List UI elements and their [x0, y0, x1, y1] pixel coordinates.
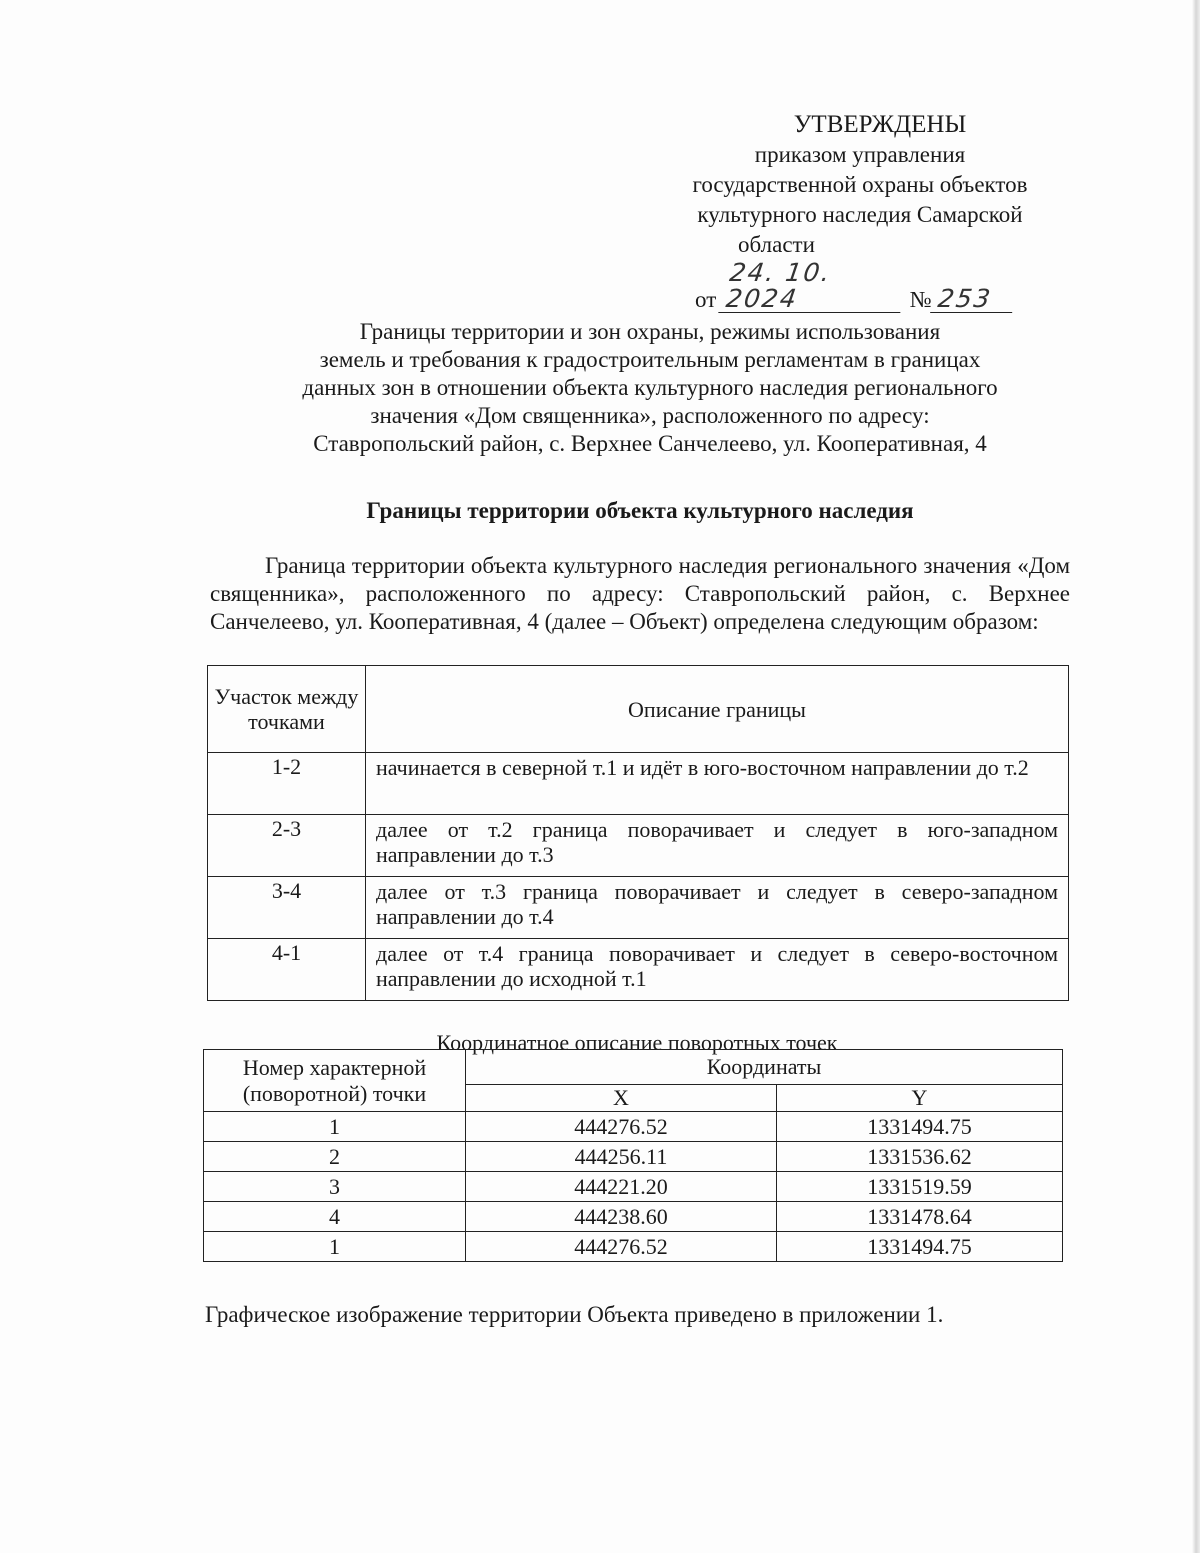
header-point: Номер характерной (поворотной) точки [204, 1050, 466, 1112]
intro-paragraph [210, 552, 1070, 636]
approval-heading: УТВЕРЖДЕНЫ [793, 111, 967, 138]
table-row [204, 1172, 1063, 1202]
header-y: Y [777, 1085, 1063, 1112]
x-cell: 444256.11 [466, 1142, 777, 1172]
approval-line: государственной охраны объектов [692, 172, 1028, 197]
table-row [208, 877, 1069, 939]
point-cell: 4 [204, 1202, 466, 1232]
table-row [204, 1232, 1063, 1262]
approval-line: приказом управления [754, 142, 966, 167]
coord-table-caption: Координатное описание поворотных точек [436, 1030, 838, 1055]
handwritten-date: 24. 10. 2024 [718, 260, 907, 313]
section-title: Границы территории объекта культурного наследия [366, 498, 914, 523]
header-description: Описание границы [366, 666, 1069, 753]
header-coords: Координаты [466, 1050, 1063, 1085]
scan-edge-shadow [1100, 0, 1200, 1553]
y-cell: 1331494.75 [777, 1112, 1063, 1142]
table-row [208, 815, 1069, 877]
coordinates-table [203, 1049, 1063, 1262]
footer-note: Графическое изображение территории Объекта приведено в приложении 1. [205, 1302, 944, 1327]
description-cell: начинается в северной т.1 и идёт в юго-восточном направлении до т.2 [366, 753, 1069, 815]
description-cell: далее от т.4 граница поворачивает и следует в северо-восточном направлении до исходной т.1 [366, 939, 1069, 1001]
table-header-row [204, 1050, 1063, 1085]
description-cell: далее от т.2 граница поворачивает и следует в юго-западном направлении до т.3 [366, 815, 1069, 877]
approval-date-number-line [695, 260, 1080, 315]
title-line: данных зон в отношении объекта культурного наследия регионального [302, 375, 998, 400]
y-cell: 1331478.64 [777, 1202, 1063, 1232]
number-prefix: № [909, 287, 932, 312]
x-cell: 444276.52 [466, 1112, 777, 1142]
paragraph-text: Граница территории объекта культурного наследия регионального значения «Дом священника», расположенного по адресу: Ставропольский район, с. Верхнее Санчелеево, ул. Кооперативная, 4 (далее – Объект) определена следующим образом: [210, 553, 1070, 634]
table-row [204, 1202, 1063, 1232]
header-segment: Участок между точками [208, 666, 366, 753]
boundary-table [207, 665, 1069, 1001]
approval-line: области [738, 232, 815, 257]
y-cell: 1331494.75 [777, 1232, 1063, 1262]
title-line: Границы территории и зон охраны, режимы использования [359, 319, 941, 344]
point-cell: 1 [204, 1232, 466, 1262]
handwritten-number: 253 [930, 286, 1016, 313]
segment-cell: 4-1 [208, 939, 366, 1001]
table-row [204, 1112, 1063, 1142]
header-x: X [466, 1085, 777, 1112]
y-cell: 1331519.59 [777, 1172, 1063, 1202]
table-row [208, 939, 1069, 1001]
approval-block [640, 110, 1080, 315]
point-cell: 2 [204, 1142, 466, 1172]
approval-line: культурного наследия Самарской [697, 202, 1023, 227]
title-line: Ставропольский район, с. Верхнее Санчелеево, ул. Кооперативная, 4 [313, 431, 987, 456]
table-header-row [208, 666, 1069, 753]
segment-cell: 1-2 [208, 753, 366, 815]
title-line: земель и требования к градостроительным регламентам в границах [319, 347, 981, 372]
segment-cell: 2-3 [208, 815, 366, 877]
x-cell: 444276.52 [466, 1232, 777, 1262]
point-cell: 3 [204, 1172, 466, 1202]
table-row [208, 753, 1069, 815]
document-title [240, 318, 1060, 458]
y-cell: 1331536.62 [777, 1142, 1063, 1172]
description-cell: далее от т.3 граница поворачивает и следует в северо-западном направлении до т.4 [366, 877, 1069, 939]
title-line: значения «Дом священника», расположенного по адресу: [370, 403, 930, 428]
x-cell: 444238.60 [466, 1202, 777, 1232]
table-row [204, 1142, 1063, 1172]
date-prefix: от [695, 287, 717, 312]
x-cell: 444221.20 [466, 1172, 777, 1202]
segment-cell: 3-4 [208, 877, 366, 939]
point-cell: 1 [204, 1112, 466, 1142]
